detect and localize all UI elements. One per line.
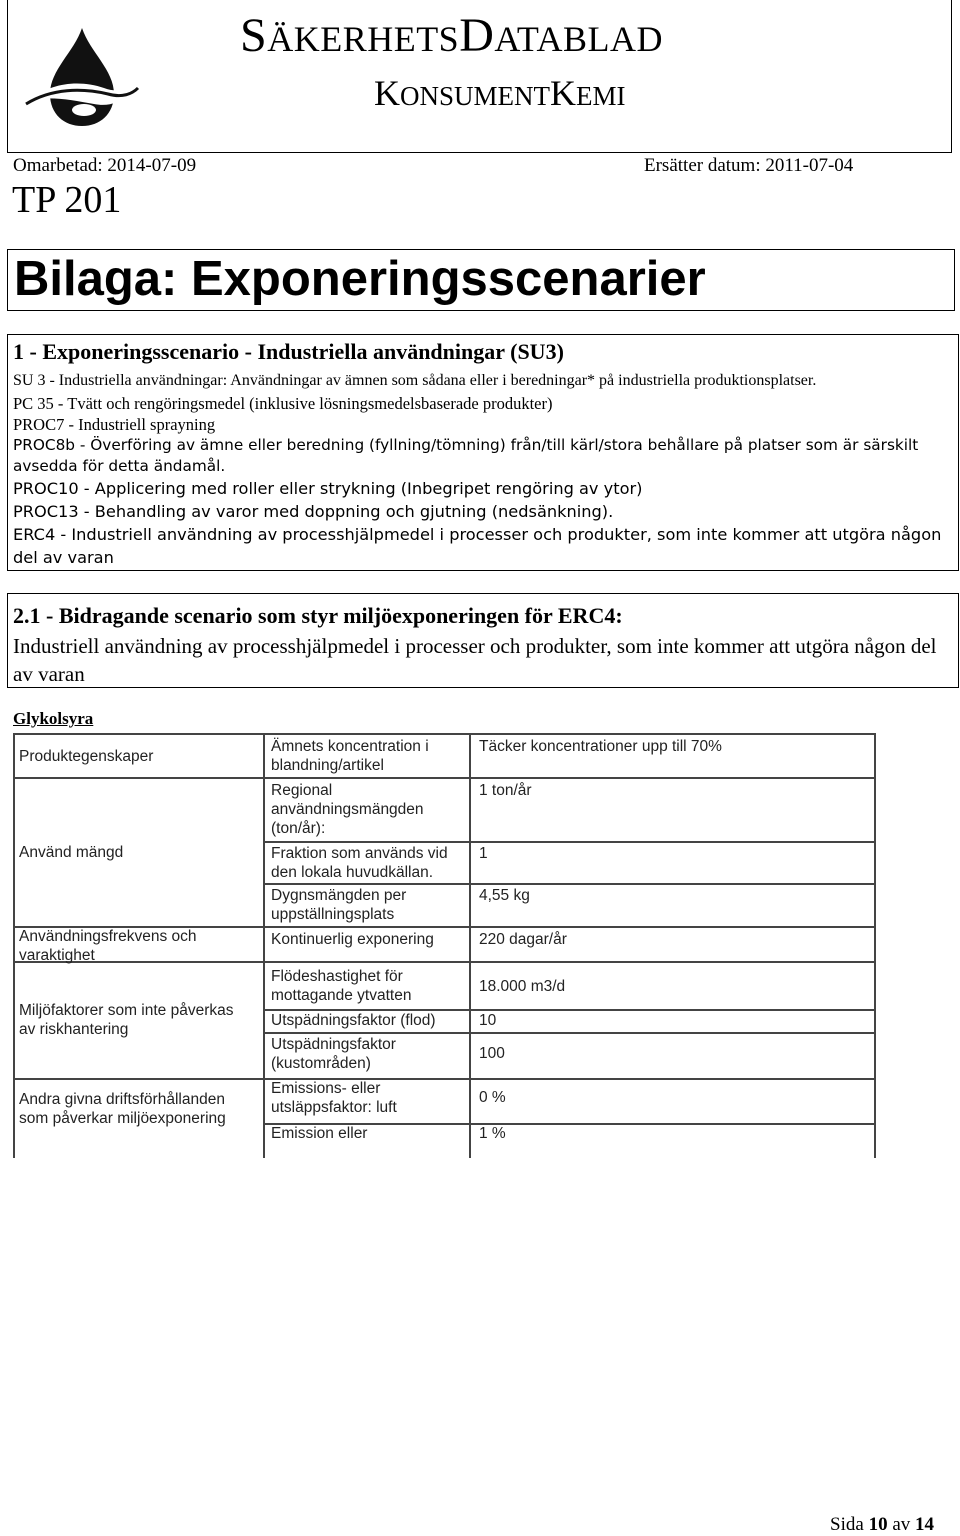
category-other-conditions: Andra givna driftsförhållanden som påverkar miljöexponering	[19, 1091, 226, 1127]
drop-logo-icon	[22, 22, 140, 138]
product-name: TP 201	[12, 179, 122, 221]
use-line-erc4: ERC4 - Industriell användning av processhjälpmedel i processer och produkter, som inte kommer att utgöra någon	[13, 525, 942, 544]
table-row-value: 10	[479, 1012, 497, 1029]
table-row-param: Utspädningsfaktor (flod)	[271, 1012, 436, 1029]
table-row-value: 1	[479, 845, 488, 862]
table-rule	[13, 777, 263, 779]
section1-title: 1 - Exponeringsscenario - Industriella användningar (SU3)	[13, 339, 564, 364]
table-rule	[13, 733, 15, 1158]
table-row-param: Utspädningsfaktor (kustområden)	[271, 1036, 396, 1072]
exposure-table	[13, 733, 875, 1158]
table-rule	[263, 841, 875, 843]
table-row-param: Flödeshastighet för mottagande ytvatten	[271, 968, 412, 1004]
category-frequency: Användningsfrekvens och varaktighet	[19, 928, 197, 964]
category-product-properties: Produktegenskaper	[19, 748, 154, 765]
table-row-value: 220 dagar/år	[479, 931, 567, 948]
substance-name: Glykolsyra	[13, 709, 94, 728]
table-row-param: Kontinuerlig exponering	[271, 931, 434, 948]
use-line-su3: SU 3 - Industriella användningar: Användningar av ämnen som sådana eller i beredningar* på industriella produktionsplatser.	[13, 372, 817, 389]
table-rule	[874, 733, 876, 1158]
table-row-value: Täcker koncentrationer upp till 70%	[479, 738, 722, 755]
table-rule	[263, 883, 875, 885]
table-row-value: 1 ton/år	[479, 782, 532, 799]
table-row-value: 4,55 kg	[479, 887, 530, 904]
table-row-param: Regional användningsmängden (ton/år):	[271, 782, 424, 837]
section2-description: Industriell användning av processhjälpmedel i processer och produkter, som inte kommer att utgöra någon del av varan	[13, 634, 937, 686]
category-amount-used: Använd mängd	[19, 844, 124, 861]
document-title: SÄKERHETSDATABLAD	[240, 9, 663, 62]
use-line-proc8b-cont: avsedda för detta ändamål.	[13, 457, 226, 475]
table-rule	[469, 733, 471, 1158]
table-row-param: Dygnsmängden per uppställningsplats	[271, 887, 407, 923]
table-rule	[263, 733, 265, 1158]
use-line-pc35: PC 35 - Tvätt och rengöringsmedel (inklusive lösningsmedelsbaserade produkter)	[13, 394, 553, 413]
replaces-date: Ersätter datum: 2011-07-04	[644, 155, 854, 176]
table-rule	[263, 1032, 875, 1034]
table-rule	[13, 733, 875, 735]
use-line-proc8b: PROC8b - Överföring av ämne eller beredning (fyllning/tömning) från/till kärl/stora behållare på platser som är särskilt	[13, 436, 919, 454]
use-line-proc10: PROC10 - Applicering med roller eller strykning (Inbegripet rengöring av ytor)	[13, 479, 643, 498]
annex-title: Bilaga: Exponeringsscenarier	[14, 252, 706, 306]
table-row-value: 100	[479, 1045, 505, 1062]
table-row-value: 18.000 m3/d	[479, 978, 566, 995]
table-row-param: Emissions- eller utsläppsfaktor: luft	[271, 1080, 397, 1116]
table-row-param: Ämnets koncentration i blandning/artikel	[271, 738, 429, 774]
section2-title: 2.1 - Bidragande scenario som styr miljöexponeringen för ERC4:	[13, 603, 623, 628]
revised-date: Omarbetad: 2014-07-09	[13, 155, 197, 176]
table-rule	[263, 777, 875, 779]
use-line-proc13: PROC13 - Behandling av varor med doppning och gjutning (nedsänkning).	[13, 502, 614, 521]
table-rule	[13, 1078, 875, 1080]
category-environment-factors: Miljöfaktorer som inte påverkas av riskhantering	[19, 1002, 234, 1038]
table-row-param: Emission eller	[271, 1125, 368, 1142]
use-line-proc7: PROC7 - Industriell sprayning	[13, 415, 216, 434]
table-row-value: 0 %	[479, 1089, 506, 1106]
document-subtitle: KONSUMENTKEMI	[374, 73, 626, 113]
table-row-param: Fraktion som används vid den lokala huvudkällan.	[271, 845, 448, 881]
use-line-erc4-cont: del av varan	[13, 548, 114, 567]
page-number: Sida 10 av 14	[830, 1514, 934, 1535]
table-row-value: 1 %	[479, 1125, 506, 1142]
